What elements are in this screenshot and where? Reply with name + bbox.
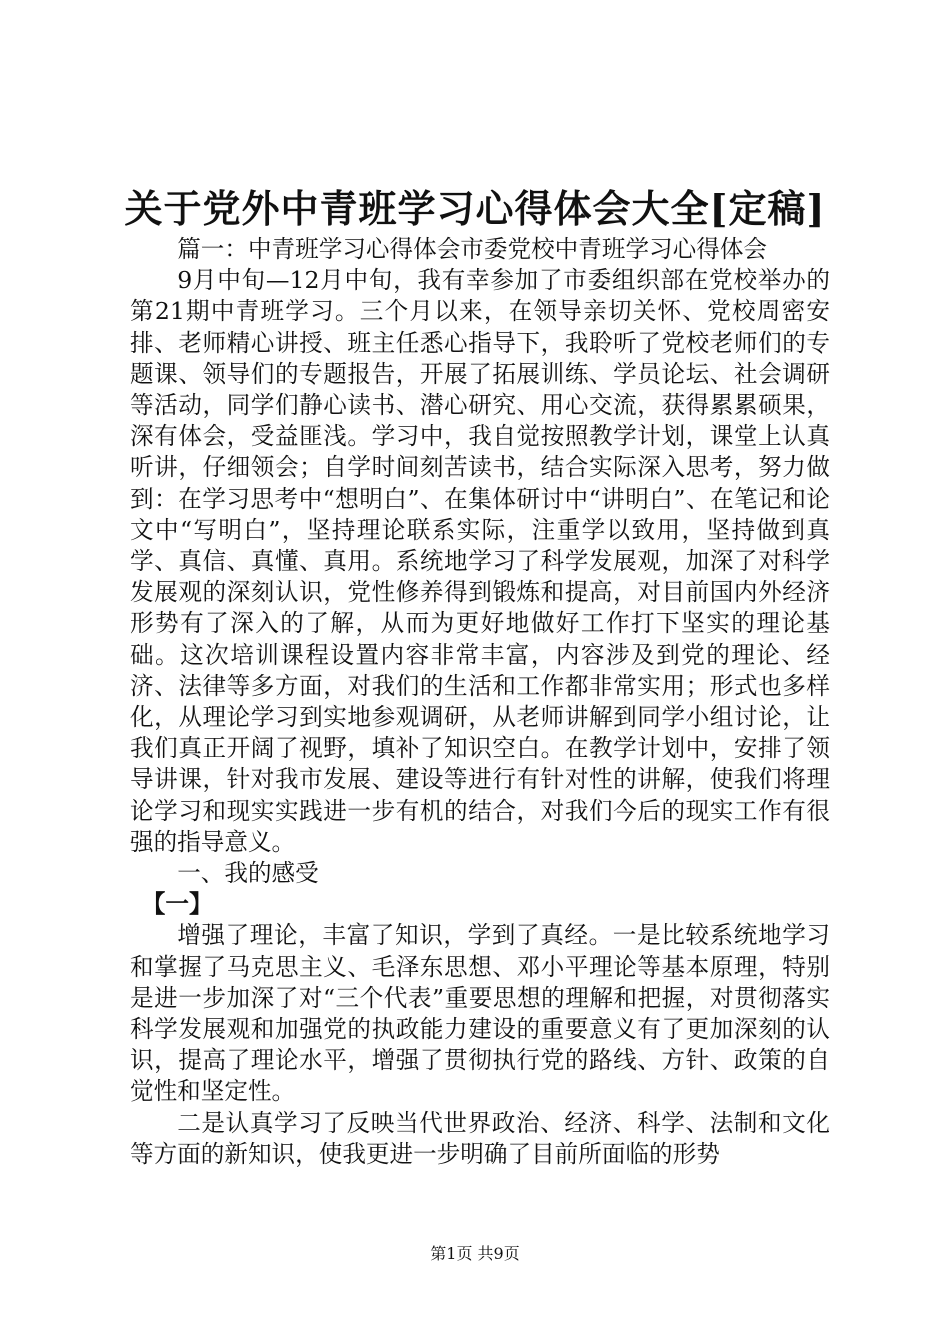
page-number-footer: 第1页 共9页 [430, 1244, 520, 1263]
subsection-marker: 【一】 [141, 890, 213, 919]
section-subtitle: 篇一：中青班学习心得体会市委党校中青班学习心得体会 [177, 235, 768, 263]
body-paragraph: 9月中旬—12月中旬，我有幸参加了市委组织部在党校举办的第21期中青班学习。三个月以来，在领导亲切关怀、党校周密安排、老师精心讲授、班主任悉心指导下，我聆听了党校老师们的专题课、领导们的专题报告，开展了拓展训练、学员论坛、社会调研等活动，同学们静心读书、潜心研究、用心交流，获得累累硕果，深有体会，受益匪浅。学习中，我自觉按照教学计划，课堂上认真听讲，仔细领会；自学时间刻苦读书，结合实际深入思考，努力做到：在学习思考中“想明白”、在集体研讨中“讲明白”、在笔记和论文中“写明白”，坚持理论联系实际，注重学以致用，坚持做到真学、真信、真懂、真用。系统地学习了科学发展观，加深了对科学发展观的深刻认识，党性修养得到锻炼和提高，对目前国内外经济形势有了深入的了解，从而为更好地做好工作打下坚实的理论基础。这次培训课程设置内容非常丰富，内容涉及到党的理论、经济、法律等多方面，对我们的生活和工作都非常实用；形式也多样化，从理论学习到实地参观调研，从老师讲解到同学小组讨论，让我们真正开阔了视野，填补了知识空白。在教学计划中，安排了领导讲课，针对我市发展、建设等进行有针对性的讲解，使我们将理论学习和现实实践进一步有机的结合，对我们今后的现实工作有很强的指导意义。 [130, 266, 830, 856]
section-heading: 一、我的感受 [177, 859, 319, 888]
body-paragraph: 增强了理论，丰富了知识，学到了真经。一是比较系统地学习和掌握了马克思主义、毛泽东思想、邓小平理论等基本原理，特别是进一步加深了对“三个代表”重要思想的理解和把握，对贯彻落实科学发展观和加强党的执政能力建设的重要意义有了更加深刻的认识，提高了理论水平，增强了贯彻执行党的路线、方针、政策的自觉性和坚定性。 [130, 921, 830, 1106]
document-body [130, 234, 830, 1170]
document-title: 关于党外中青班学习心得体会大全[定稿] [124, 186, 826, 231]
body-paragraph: 二是认真学习了反映当代世界政治、经济、科学、法制和文化等方面的新知识，使我更进一步明确了目前所面临的形势 [130, 1108, 830, 1168]
